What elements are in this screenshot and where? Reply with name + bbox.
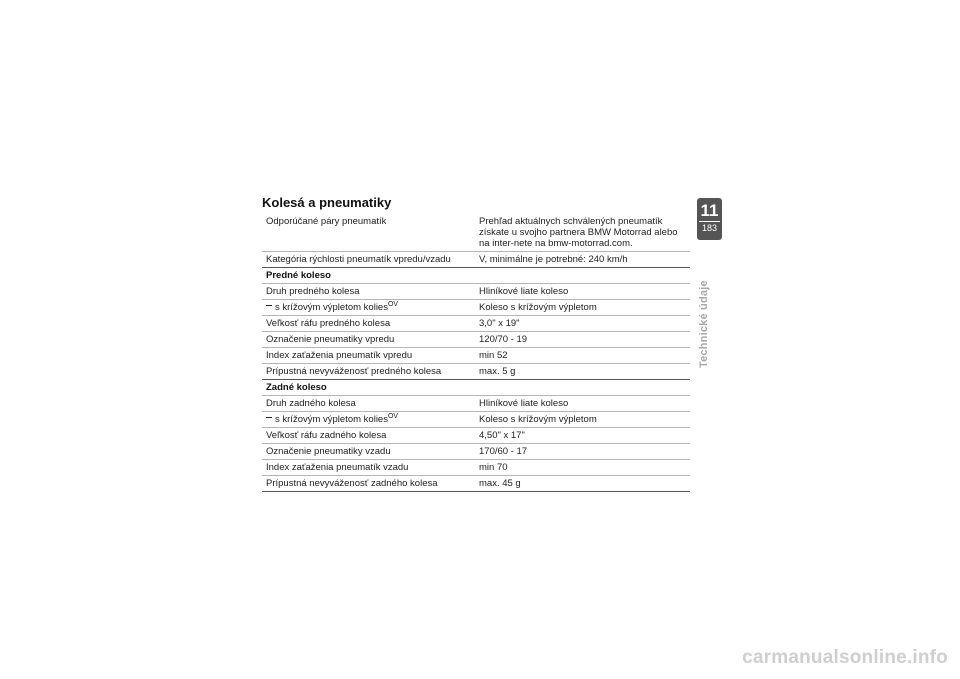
spec-label bbox=[262, 396, 475, 412]
dash-icon bbox=[266, 417, 272, 418]
table-row bbox=[262, 252, 690, 268]
spec-label bbox=[262, 348, 475, 364]
table-row bbox=[262, 444, 690, 460]
table-row bbox=[262, 300, 690, 316]
spec-label bbox=[262, 284, 475, 300]
table-row bbox=[262, 348, 690, 364]
spec-label bbox=[262, 214, 475, 252]
spec-value: 170/60 - 17 bbox=[475, 444, 690, 460]
spec-label-text: s krížovým výpletom kolies bbox=[275, 414, 388, 425]
spec-label-text: Druh zadného kolesa bbox=[266, 398, 356, 409]
spec-label bbox=[262, 332, 475, 348]
table-row bbox=[262, 396, 690, 412]
spec-label bbox=[262, 476, 475, 492]
spec-label bbox=[262, 300, 475, 316]
spec-label bbox=[262, 428, 475, 444]
spec-value: max. 5 g bbox=[475, 364, 690, 380]
spec-label bbox=[262, 316, 475, 332]
spec-label-text: Index zaťaženia pneumatík vzadu bbox=[266, 462, 409, 473]
spec-label-text: Označenie pneumatiky vzadu bbox=[266, 446, 391, 457]
spec-value: max. 45 g bbox=[475, 476, 690, 492]
section-heading: Zadné koleso bbox=[262, 380, 690, 396]
section-title: Kolesá a pneumatiky bbox=[262, 195, 392, 210]
chapter-tab[interactable] bbox=[697, 198, 722, 240]
spec-label-text: Kategória rýchlosti pneumatík vpredu/vzadu bbox=[266, 254, 451, 265]
spec-label-text: Index zaťaženia pneumatík vpredu bbox=[266, 350, 413, 361]
spec-value: min 52 bbox=[475, 348, 690, 364]
spec-label bbox=[262, 412, 475, 428]
table-row bbox=[262, 214, 690, 252]
table-row bbox=[262, 476, 690, 492]
option-code: OV bbox=[387, 301, 399, 308]
spec-value: Prehľad aktuálnych schválených pneumatík získate u svojho partnera BMW Motorrad alebo na inter-nete na bmw-motorrad.com. bbox=[475, 214, 690, 252]
chapter-divider bbox=[699, 221, 720, 222]
specs-table bbox=[262, 214, 690, 492]
chapter-number: 11 bbox=[700, 201, 719, 220]
spec-value: Koleso s krížovým výpletom bbox=[475, 300, 690, 316]
watermark: carmanualsonline.info bbox=[742, 647, 948, 668]
spec-label-text: Označenie pneumatiky vpredu bbox=[266, 334, 395, 345]
spec-label-text: s krížovým výpletom kolies bbox=[275, 302, 388, 313]
spec-value: 120/70 - 19 bbox=[475, 332, 690, 348]
spec-label-text: Prípustná nevyváženosť predného kolesa bbox=[266, 366, 442, 377]
table-row bbox=[262, 332, 690, 348]
table-row bbox=[262, 284, 690, 300]
spec-value: Koleso s krížovým výpletom bbox=[475, 412, 690, 428]
spec-value: V, minimálne je potrebné: 240 km/h bbox=[475, 252, 690, 268]
table-row bbox=[262, 316, 690, 332]
spec-label-text: Odporúčané páry pneumatík bbox=[266, 216, 387, 227]
spec-value: 4,50" x 17" bbox=[475, 428, 690, 444]
spec-label bbox=[262, 364, 475, 380]
table-row bbox=[262, 460, 690, 476]
table-section-header bbox=[262, 380, 690, 396]
spec-value: Hliníkové liate koleso bbox=[475, 396, 690, 412]
table-row bbox=[262, 428, 690, 444]
table-row bbox=[262, 364, 690, 380]
spec-label-text: Veľkosť ráfu zadného kolesa bbox=[266, 430, 387, 441]
spec-label-text: Druh predného kolesa bbox=[266, 286, 360, 297]
spec-label bbox=[262, 252, 475, 268]
chapter-side-label: Technické údaje bbox=[698, 280, 710, 368]
option-code: OV bbox=[387, 413, 399, 420]
spec-label bbox=[262, 460, 475, 476]
page-number: 183 bbox=[701, 223, 718, 233]
spec-value: min 70 bbox=[475, 460, 690, 476]
spec-value: Hliníkové liate koleso bbox=[475, 284, 690, 300]
table-row bbox=[262, 412, 690, 428]
table-section-header bbox=[262, 268, 690, 284]
dash-icon bbox=[266, 305, 272, 306]
spec-label-text: Prípustná nevyváženosť zadného kolesa bbox=[266, 478, 438, 489]
spec-value: 3,0" x 19" bbox=[475, 316, 690, 332]
spec-label bbox=[262, 444, 475, 460]
spec-label-text: Veľkosť ráfu predného kolesa bbox=[266, 318, 391, 329]
section-heading: Predné koleso bbox=[262, 268, 690, 284]
